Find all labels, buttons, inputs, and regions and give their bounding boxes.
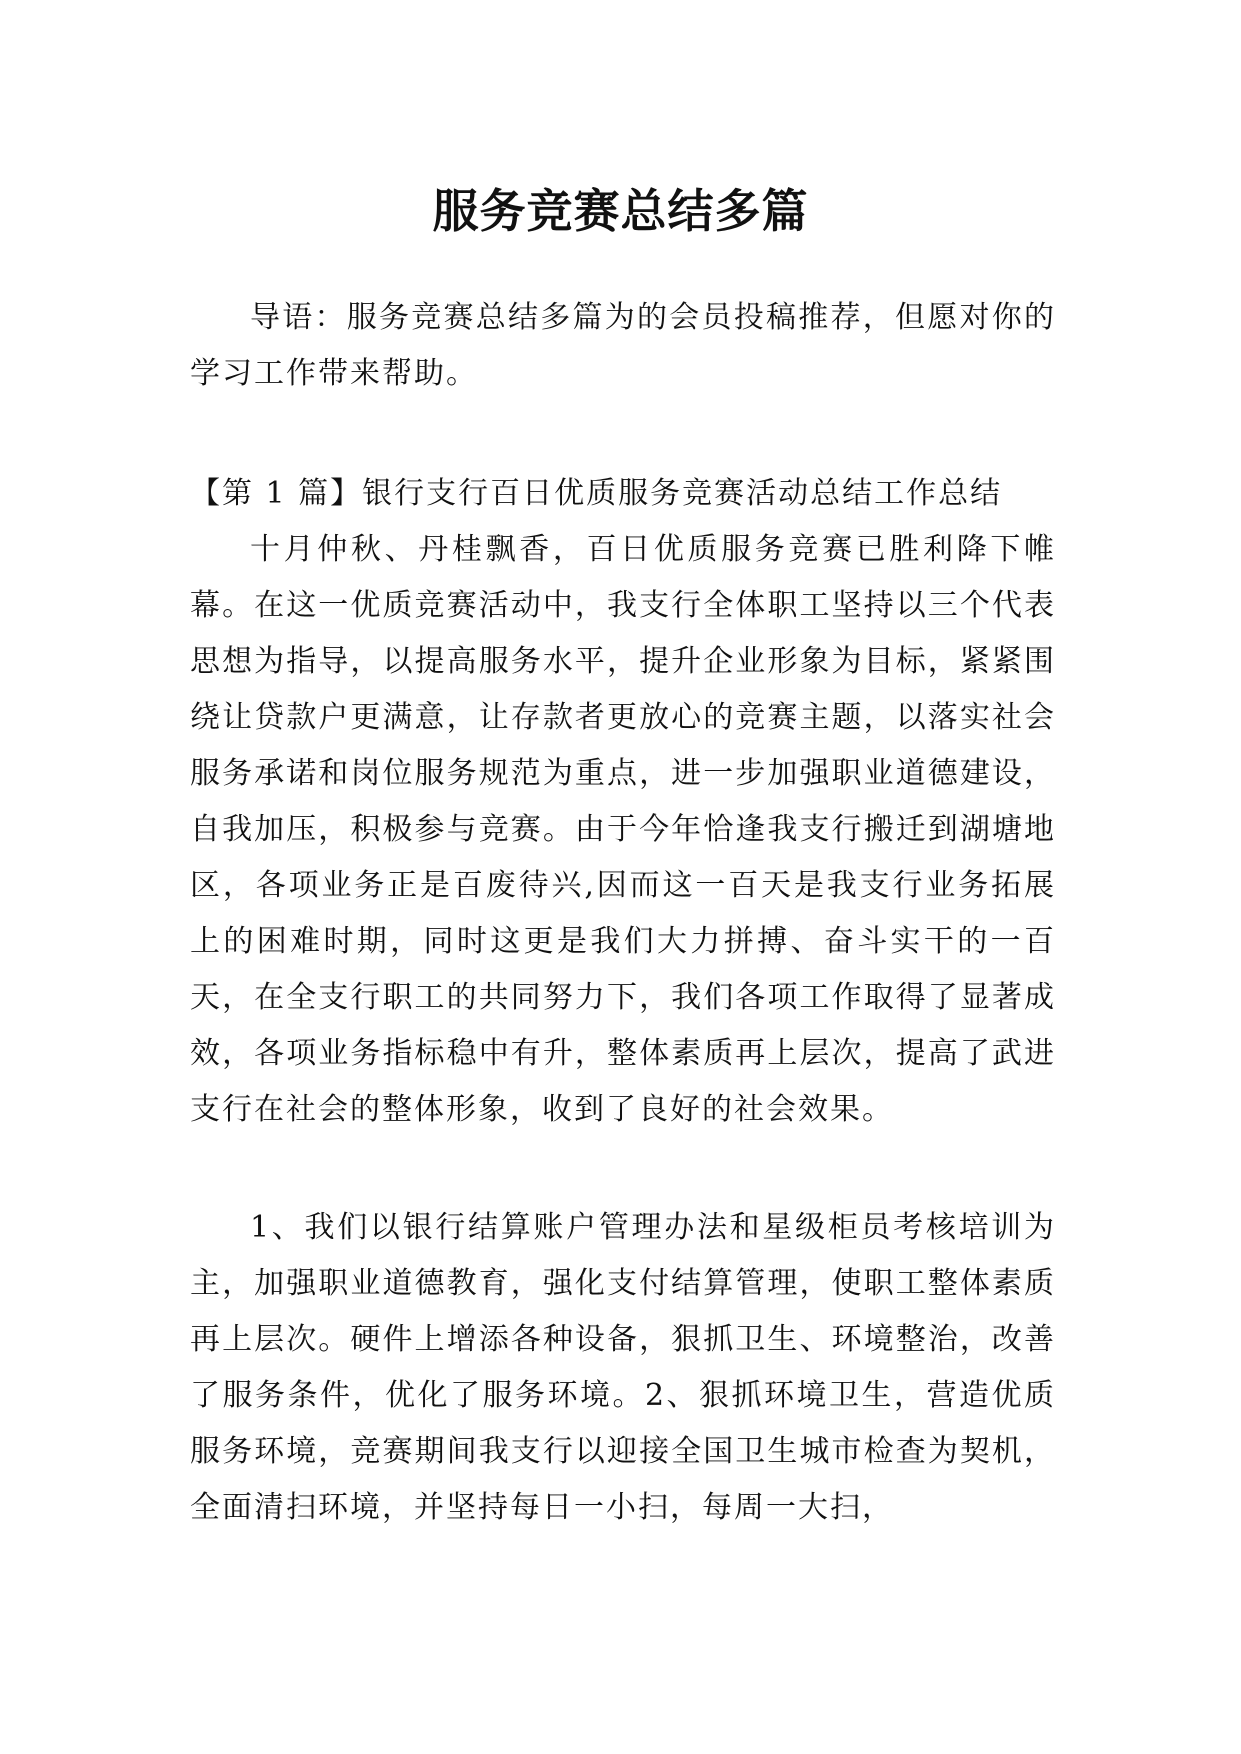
intro-paragraph: 导语：服务竞赛总结多篇为的会员投稿推荐，但愿对你的学习工作带来帮助。 [190, 300, 1056, 391]
document-title: 服务竞赛总结多篇 [432, 183, 809, 238]
body-paragraph: 十月仲秋、丹桂飘香，百日优质服务竞赛已胜利降下帷幕。在这一优质竞赛活动中，我支行全体职工坚持以三个代表思想为指导，以提高服务水平，提升企业形象为目标，紧紧围绕让贷款户更满意，让存款者更放心的竞赛主题，以落实社会服务承诺和岗位服务规范为重点，进一步加强职业道德建设，自我加压，积极参与竞赛。由于今年恰逢我支行搬迁到湖塘地区，各项业务正是百废待兴,因而这一百天是我支行业务拓展上的困难时期，同时这更是我们大力拼搏、奋斗实干的一百天，在全支行职工的共同努力下，我们各项工作取得了显著成效，各项业务指标稳中有升，整体素质再上层次，提高了武进支行在社会的整体形象，收到了良好的社会效果。 [190, 532, 1056, 1127]
body-paragraph: 1、我们以银行结算账户管理办法和星级柜员考核培训为主，加强职业道德教育，强化支付结算管理，使职工整体素质再上层次。硬件上增添各种设备，狠抓卫生、环境整治，改善了服务条件，优化了服务环境。2、狠抓环境卫生，营造优质服务环境，竞赛期间我支行以迎接全国卫生城市检查为契机，全面清扫环境，并坚持每日一小扫，每周一大扫， [190, 1210, 1056, 1525]
section-heading: 【第 1 篇】银行支行百日优质服务竞赛活动总结工作总结 [190, 476, 1003, 511]
